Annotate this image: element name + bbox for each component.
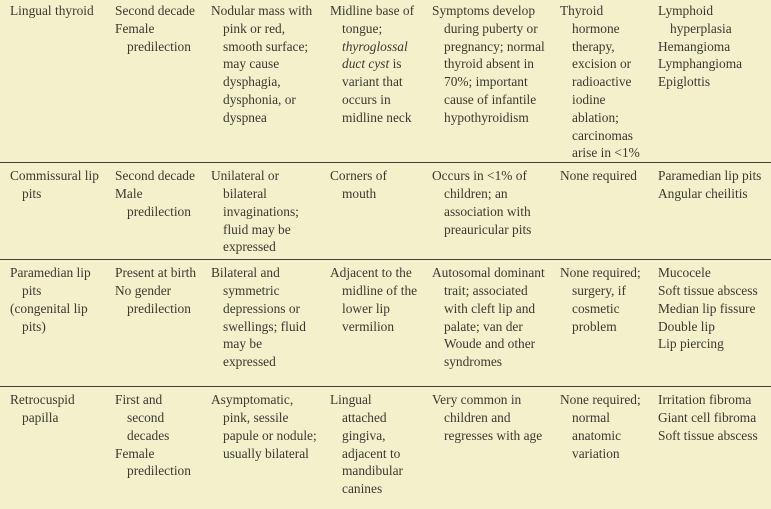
table-cell	[105, 387, 201, 508]
table-cell	[648, 163, 771, 259]
cell-item: Thyroid hormone therapy, excision or radioactive iodine ablation; carcinomas arise in <1%	[560, 3, 640, 161]
cell-item: Paramedian lip pits	[10, 265, 91, 298]
table-cell	[320, 260, 422, 386]
table-cell	[105, 260, 201, 386]
cell-item: Present at birth	[115, 265, 197, 281]
table-cell	[648, 387, 771, 508]
table-cell	[201, 260, 320, 386]
cell-item: Bilateral and symmetric depressions or swellings; fluid may be expressed	[211, 265, 306, 370]
table-cell	[0, 0, 105, 162]
cell-item: Lingual thyroid	[10, 3, 94, 18]
cell-item: Corners of mouth	[330, 168, 387, 201]
cell-item: Lip piercing	[658, 336, 724, 352]
cell-item: None required; surgery, if cosmetic problem	[560, 265, 641, 334]
cell-item: Male predilection	[115, 185, 191, 219]
cell-item: Asymptomatic, pink, sessile papule or nodule; usually bilateral	[211, 392, 317, 461]
table-cell	[201, 163, 320, 259]
table-cell	[550, 163, 648, 259]
cell-item: None required	[560, 168, 637, 184]
cell-item: Occurs in <1% of children; an association with preauricular pits	[432, 168, 532, 237]
table-cell	[648, 0, 771, 162]
table-cell	[422, 260, 550, 386]
cell-item: Median lip fissure	[658, 300, 756, 316]
table-cell	[320, 163, 422, 259]
table-cell	[422, 0, 550, 162]
cell-item: Retrocuspid papilla	[10, 392, 75, 425]
cell-item: Mucocele	[658, 265, 711, 281]
table-cell	[105, 163, 201, 259]
table-cell	[0, 387, 105, 508]
cell-item: None required; normal anatomic variation	[560, 392, 641, 461]
cell-item: Paramedian lip pits	[658, 168, 762, 184]
cell-item: Lymphangioma	[658, 56, 743, 72]
table-row	[0, 0, 771, 162]
cell-item: Female predilection	[115, 445, 191, 479]
table-cell	[0, 163, 105, 259]
cell-item: Autosomal dominant trait; associated with cleft lip and palate; van der Woude and other syndromes	[432, 265, 545, 370]
table-cell	[320, 0, 422, 162]
cell-item: (congenital lip pits)	[10, 300, 88, 334]
cell-item: Female predilection	[115, 20, 191, 54]
table-row	[0, 259, 771, 386]
cell-item: Double lip	[658, 318, 715, 334]
table-cell	[422, 163, 550, 259]
table-row	[0, 386, 771, 508]
cell-item: Angular cheilitis	[658, 185, 748, 201]
cell-item: Midline base of tongue; thyroglossal duct cyst is variant that occurs in midline neck	[330, 3, 415, 125]
cell-item: First and second decades	[115, 392, 170, 443]
table-cell	[422, 387, 550, 508]
cell-item: Nodular mass with pink or red, smooth surface; may cause dysphagia, dysphonia, or dyspnea	[211, 3, 313, 125]
cell-item: Irritation fibroma	[658, 392, 752, 408]
table-cell	[201, 0, 320, 162]
cell-item: Epiglottis	[658, 74, 711, 90]
table-cell	[550, 0, 648, 162]
table-cell	[105, 0, 201, 162]
cell-item: Unilateral or bilateral invaginations; fluid may be expressed	[211, 168, 299, 255]
cell-item: Adjacent to the midline of the lower lip vermilion	[330, 265, 418, 334]
cell-item: Lingual attached gingiva, adjacent to mandibular canines	[330, 392, 403, 497]
cell-item: Second decade	[115, 168, 195, 184]
table-cell	[648, 260, 771, 386]
table-row	[0, 162, 771, 259]
cell-item: Lymphoid hyperplasia	[658, 3, 732, 36]
cell-item: Soft tissue abscess	[658, 282, 758, 298]
cell-item: Very common in children and regresses with age	[432, 392, 543, 443]
table-cell	[0, 260, 105, 386]
cell-item: Giant cell fibroma	[658, 409, 757, 425]
cell-item: No gender predilection	[115, 282, 191, 316]
cell-item: Symptoms develop during puberty or pregnancy; normal thyroid absent in 70%; important cause of infantile hypothyroidism	[432, 3, 545, 125]
table-cell	[201, 387, 320, 508]
table-cell	[550, 260, 648, 386]
cell-item: Hemangioma	[658, 38, 731, 54]
table-cell	[320, 387, 422, 508]
table-cell	[550, 387, 648, 508]
cell-item: Commissural lip pits	[10, 168, 99, 201]
cell-item: Second decade	[115, 3, 195, 18]
cell-item: Soft tissue abscess	[658, 427, 758, 443]
